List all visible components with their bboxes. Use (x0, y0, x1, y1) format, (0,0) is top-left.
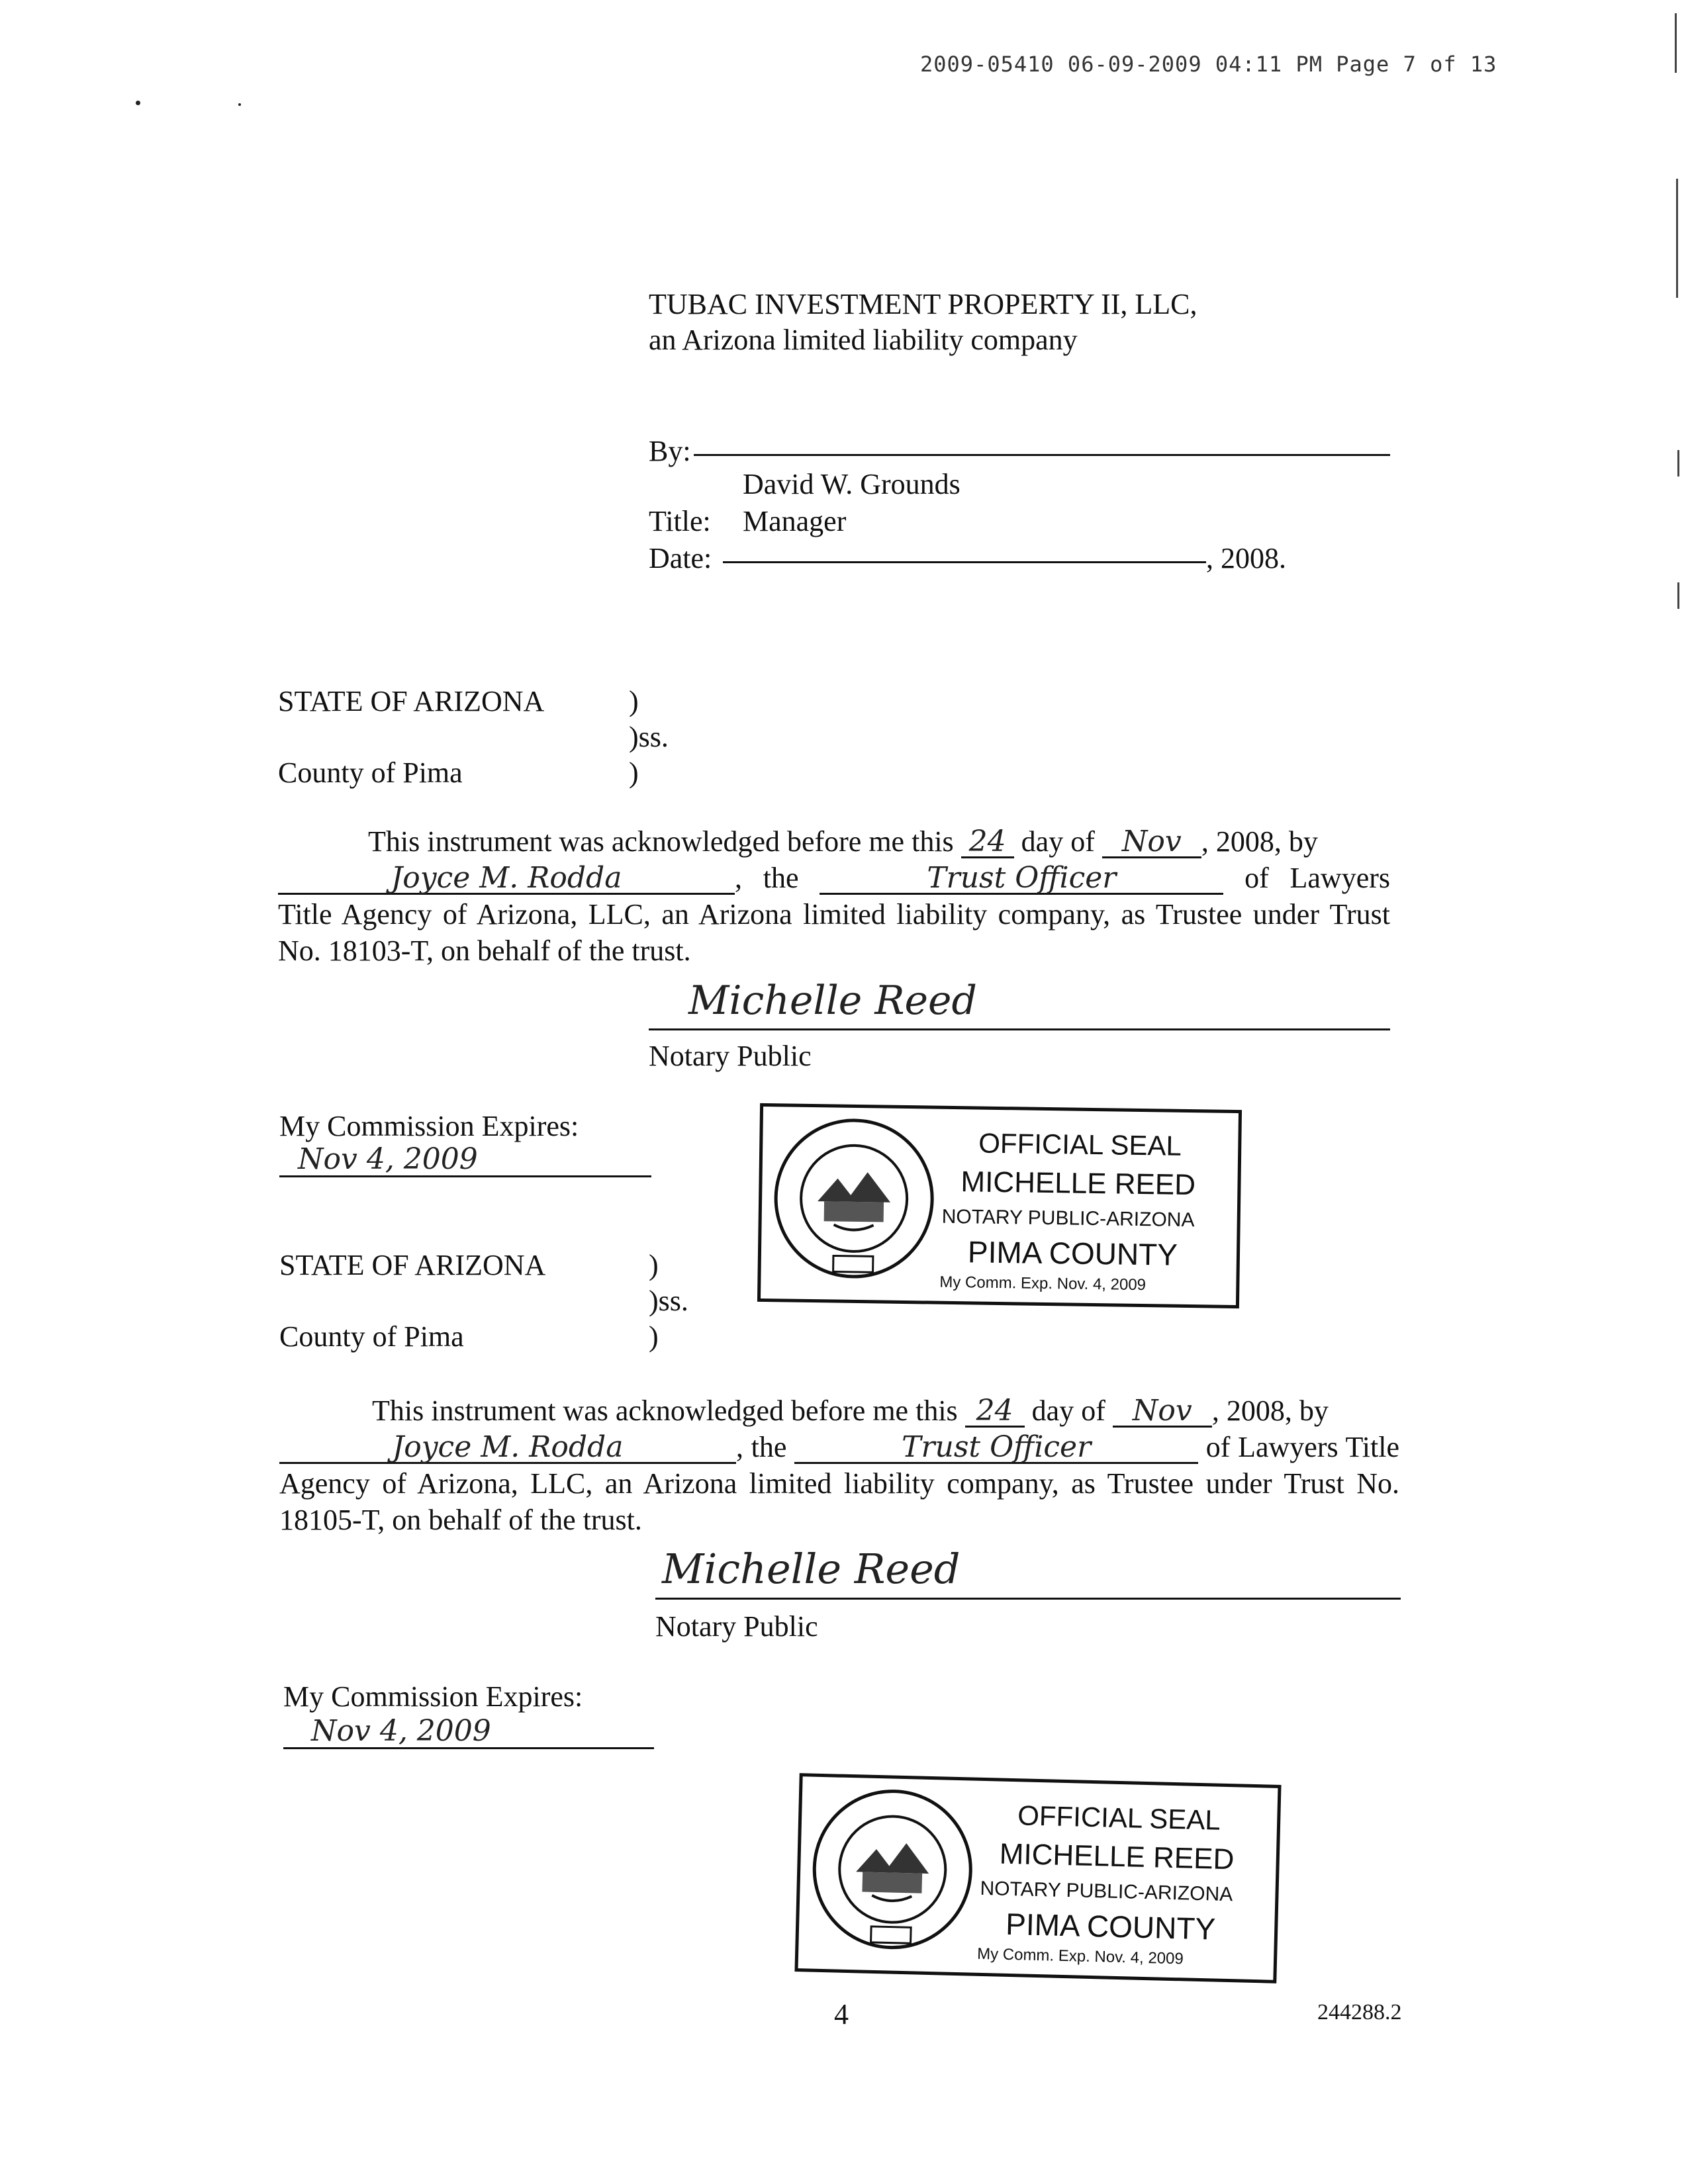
seal-county: PIMA COUNTY (967, 1234, 1178, 1272)
title-value: Manager (743, 505, 847, 537)
handwritten-day: 24 (968, 825, 1006, 858)
seal-expiration: My Comm. Exp. Nov. 4, 2009 (976, 1944, 1184, 1968)
company-description: an Arizona limited liability company (649, 324, 1078, 356)
scan-edge-mark (1677, 582, 1679, 609)
notary-signature-line (655, 1598, 1401, 1600)
scan-edge-mark (1675, 13, 1677, 73)
handwritten-month: Nov (1132, 1394, 1192, 1428)
scan-speck (238, 103, 241, 106)
commission-line (279, 1175, 651, 1177)
county-label: County of Pima (278, 756, 463, 789)
company-name: TUBAC INVESTMENT PROPERTY II, LLC, (649, 288, 1197, 320)
notary-signature: Michelle Reed (688, 978, 977, 1024)
scan-speck (136, 101, 140, 105)
seal-expiration: My Comm. Exp. Nov. 4, 2009 (939, 1273, 1147, 1295)
arizona-seal-emblem-icon (808, 1785, 977, 1954)
scan-edge-mark (1676, 179, 1678, 298)
scan-edge-mark (1677, 450, 1679, 477)
venue-bracket: ) (649, 1249, 659, 1281)
notary-seal-stamp (794, 1773, 1281, 1983)
fax-header: 2009-05410 06-09-2009 04:11 PM Page 7 of 13 (920, 52, 1497, 77)
commission-date: Nov 4, 2009 (298, 1142, 478, 1176)
commission-label: My Commission Expires: (283, 1680, 583, 1713)
page-number: 4 (834, 1998, 849, 2030)
title-label: Title: (649, 505, 711, 537)
handwritten-role: Trust Officer (927, 861, 1117, 895)
by-label: By: (649, 435, 691, 467)
notary-signature: Michelle Reed (662, 1545, 961, 1593)
ss-label: )ss. (629, 721, 669, 753)
venue-bracket: ) (649, 1320, 659, 1353)
acknowledgment-paragraph: This instrument was acknowledged before me this 24 day of Nov , 2008, by Joyce M. Rodda , the Trust Officer of Lawyers Title Agency of Arizona, LLC, an Arizona limited liability company, as Trustee under Trust No. 18103-T, on behalf of the trust. (278, 825, 1391, 967)
handwritten-day: 24 (976, 1394, 1013, 1428)
date-line (723, 561, 1206, 563)
county-label: County of Pima (279, 1320, 464, 1353)
seal-notary-name: MICHELLE REED (999, 1837, 1235, 1876)
signer-name: David W. Grounds (743, 468, 961, 500)
commission-label: My Commission Expires: (279, 1110, 579, 1142)
notary-label: Notary Public (655, 1610, 818, 1643)
ss-label: )ss. (649, 1285, 688, 1317)
notary-signature-line (649, 1028, 1390, 1030)
document-id: 244288.2 (1317, 2000, 1402, 2025)
notary-seal-stamp (757, 1103, 1242, 1308)
handwritten-month: Nov (1121, 825, 1182, 858)
commission-line (283, 1747, 654, 1749)
by-signature-line (694, 454, 1390, 456)
date-label: Date: (649, 542, 712, 574)
seal-notary-name: MICHELLE REED (961, 1165, 1196, 1202)
handwritten-name: Joyce M. Rodda (392, 1430, 624, 1464)
seal-title: OFFICIAL SEAL (978, 1127, 1182, 1161)
venue-bracket: ) (629, 685, 639, 717)
arizona-seal-emblem-icon (770, 1115, 937, 1282)
handwritten-name: Joyce M. Rodda (391, 861, 622, 895)
state-label: STATE OF ARIZONA (279, 1249, 546, 1281)
seal-notary-public: NOTARY PUBLIC-ARIZONA (980, 1877, 1233, 1906)
acknowledgment-paragraph: This instrument was acknowledged before me this 24 day of Nov , 2008, by Joyce M. Rodda , the Trust Officer of Lawyers Title Agency of Arizona, LLC, an Arizona limited liability company, as Trustee under Trust No. 18105-T, on behalf of the trust. (279, 1394, 1399, 1536)
handwritten-role: Trust Officer (902, 1430, 1092, 1464)
commission-date: Nov 4, 2009 (311, 1714, 491, 1748)
date-suffix: , 2008. (1206, 542, 1286, 574)
venue-bracket: ) (629, 756, 639, 789)
notary-label: Notary Public (649, 1040, 812, 1072)
seal-notary-public: NOTARY PUBLIC-ARIZONA (941, 1205, 1195, 1232)
state-label: STATE OF ARIZONA (278, 685, 545, 717)
seal-title: OFFICIAL SEAL (1017, 1799, 1221, 1836)
seal-county: PIMA COUNTY (1005, 1906, 1216, 1946)
